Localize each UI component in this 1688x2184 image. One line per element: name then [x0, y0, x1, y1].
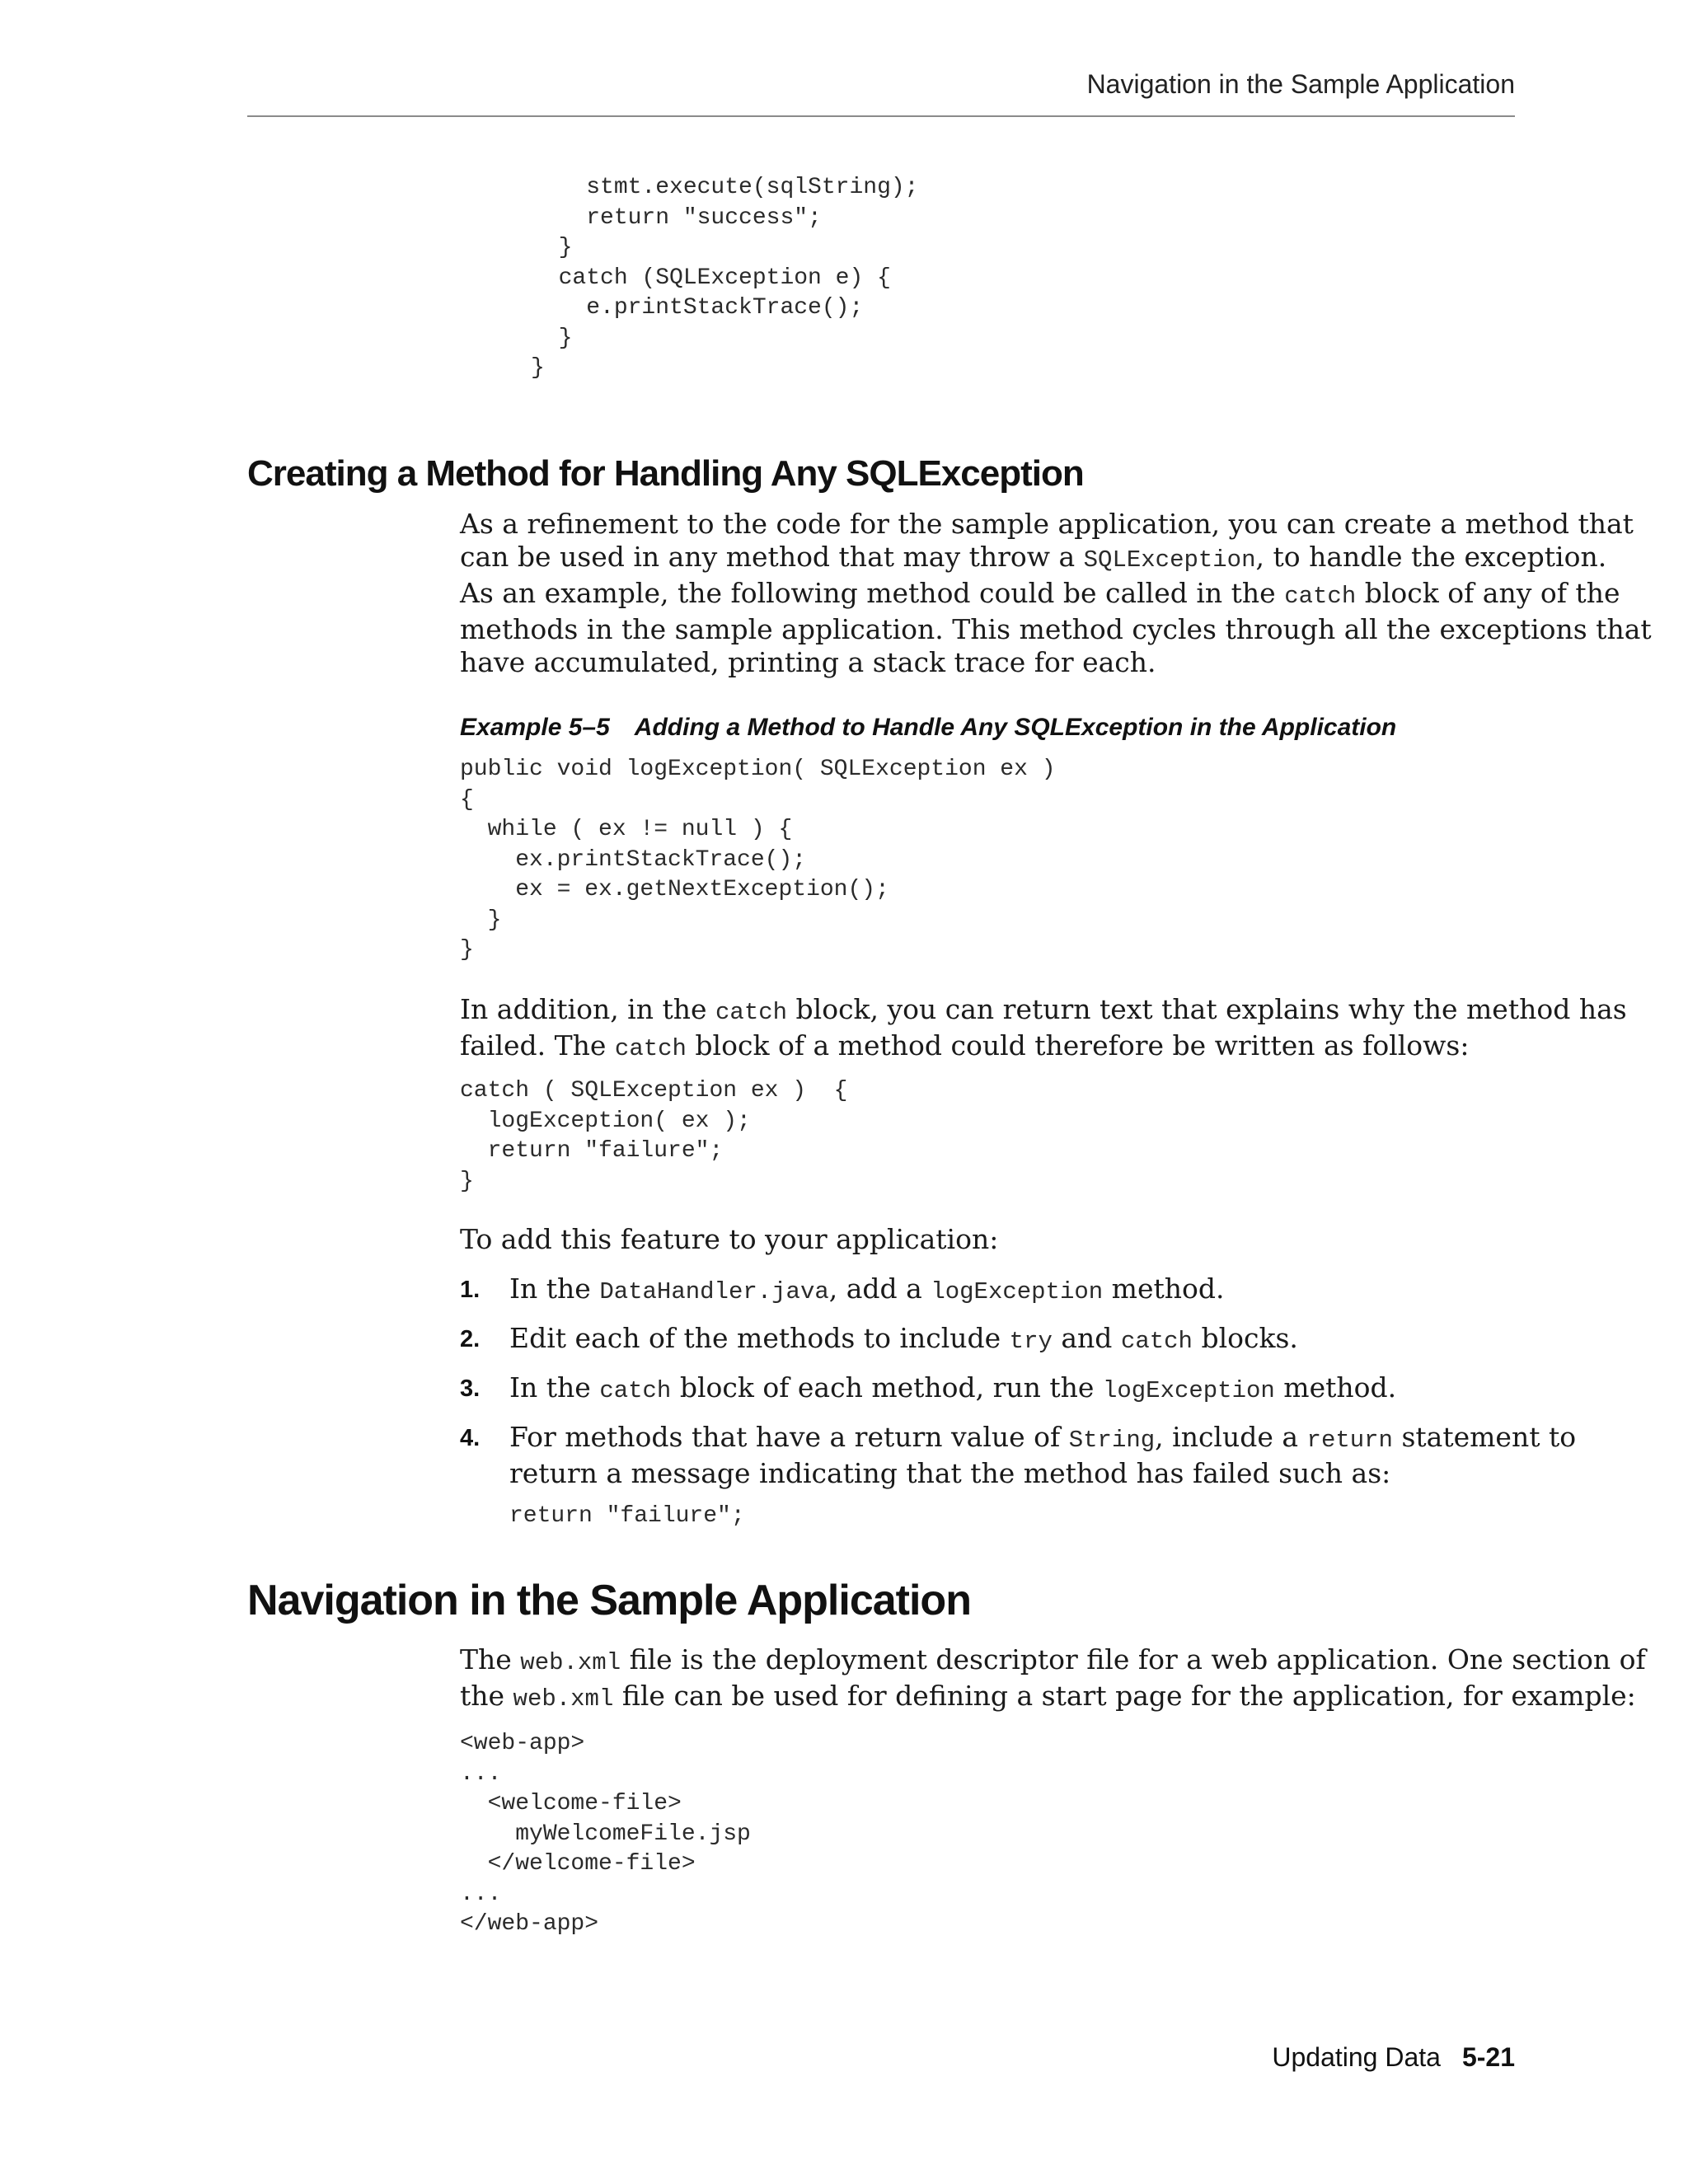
text-line: can be used in any method that may throw a SQLException, to handle the exception. [460, 541, 1607, 574]
code-block-top [531, 173, 918, 384]
text-line: The web.xml file is the deployment descriptor file for a web application. One section of [460, 1643, 1646, 1676]
code-line: } [531, 325, 573, 351]
inline-code: catch [599, 1377, 672, 1404]
text-line: In the catch block of each method, run the logException method. [509, 1371, 1397, 1404]
step-1-number: 1. [460, 1277, 481, 1303]
code-line: } [460, 1168, 474, 1194]
inline-code: return [1306, 1427, 1393, 1454]
inline-code: try [1009, 1328, 1053, 1355]
text-line: In the DataHandler.java, add a logException method. [509, 1272, 1225, 1305]
code-line: </welcome-file> [460, 1851, 696, 1877]
code-line: ex.printStackTrace(); [460, 846, 807, 873]
text-line: the web.xml file can be used for defining a start page for the application, for example: [460, 1680, 1636, 1713]
page-footer [1272, 2042, 1515, 2073]
text-line: return a message indicating that the method has failed such as: [509, 1457, 1391, 1489]
inline-code: web.xml [513, 1685, 614, 1713]
code-line: } [460, 937, 474, 963]
code-line: { [460, 786, 474, 813]
code-line: ... [460, 1881, 502, 1907]
step-1-text [509, 1272, 1515, 1309]
footer-chapter: Updating Data [1272, 2042, 1441, 2072]
example-label: Example 5–5 [460, 714, 610, 741]
code-line: } [460, 907, 502, 933]
code-line: public void logException( SQLException ex ) [460, 757, 1056, 782]
code-line: catch ( SQLException ex ) { [460, 1078, 848, 1104]
text-line: As a refinement to the code for the sample application, you can create a method that [460, 508, 1634, 540]
code-line: logException( ex ); [460, 1108, 751, 1134]
running-header [247, 69, 1515, 117]
code-block-logexception [460, 755, 1056, 966]
text-line: For methods that have a return value of String, include a return statement to [509, 1421, 1577, 1454]
section1-intro-paragraph [460, 508, 1652, 679]
section-heading-navigation: Navigation in the Sample Application [247, 1577, 971, 1624]
code-line: <web-app> [460, 1731, 585, 1756]
inline-code: SQLException [1083, 546, 1256, 574]
section1-addition-paragraph [460, 993, 1627, 1066]
code-line: e.printStackTrace(); [531, 295, 864, 321]
step-2-number: 2. [460, 1326, 481, 1352]
inline-code: catch [715, 999, 788, 1026]
code-line: return "success"; [531, 204, 822, 231]
code-line: myWelcomeFile.jsp [460, 1821, 751, 1847]
code-line: } [531, 355, 545, 381]
section2-intro-paragraph [460, 1643, 1646, 1716]
section-heading-sqlexception: Creating a Method for Handling Any SQLException [247, 453, 1084, 494]
inline-code: web.xml [520, 1649, 621, 1676]
code-line: ... [460, 1760, 502, 1787]
inline-code: catch [1284, 583, 1357, 610]
code-block-web-xml [460, 1729, 751, 1940]
code-line: } [531, 235, 573, 260]
inline-code: logException [931, 1278, 1104, 1305]
step-4-number: 4. [460, 1425, 481, 1451]
code-line: while ( ex != null ) { [460, 817, 793, 842]
steps-intro: To add this feature to your application: [460, 1223, 999, 1255]
step-4-text [509, 1421, 1577, 1490]
inline-code: String [1068, 1427, 1156, 1454]
running-header-title: Navigation in the Sample Application [1086, 69, 1515, 99]
code-line: ex = ex.getNextException(); [460, 877, 889, 902]
code-line: catch (SQLException e) { [531, 265, 891, 291]
text-line: As an example, the following method could be called in the catch block of any of the [460, 577, 1620, 610]
step-2-text [509, 1322, 1515, 1358]
code-line: stmt.execute(sqlString); [531, 175, 919, 200]
footer-page-number: 5-21 [1461, 2042, 1515, 2072]
example-title: Adding a Method to Handle Any SQLException in the Application [634, 714, 1397, 741]
step-4-code: return "failure"; [509, 1503, 745, 1529]
text-line: methods in the sample application. This method cycles through all the exceptions that [460, 613, 1652, 645]
text-line: failed. The catch block of a method could therefore be written as follows: [460, 1029, 1470, 1062]
text-line: In addition, in the catch block, you can return text that explains why the method has [460, 993, 1627, 1026]
inline-code: catch [614, 1035, 687, 1062]
code-line: return "failure"; [460, 1138, 724, 1164]
step-3-number: 3. [460, 1376, 481, 1402]
text-line: have accumulated, printing a stack trace for each. [460, 646, 1156, 678]
inline-code: DataHandler.java [599, 1278, 829, 1305]
step-3-text [509, 1371, 1515, 1408]
example-caption [460, 714, 1396, 742]
code-block-catch [460, 1076, 847, 1197]
inline-code: catch [1120, 1328, 1193, 1355]
inline-code: logException [1102, 1377, 1275, 1404]
code-line: <welcome-file> [460, 1791, 682, 1816]
text-line: Edit each of the methods to include try and catch blocks. [509, 1322, 1298, 1355]
code-line: </web-app> [460, 1911, 599, 1937]
